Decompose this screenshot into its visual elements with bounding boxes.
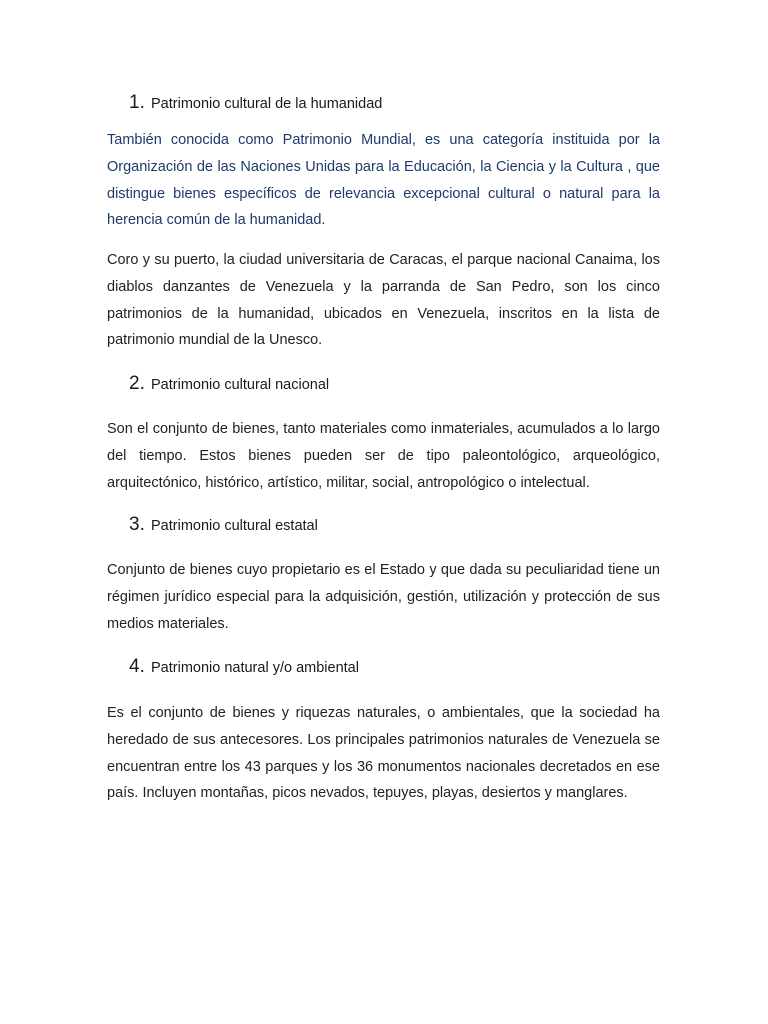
section-4-paragraph-1: Es el conjunto de bienes y riquezas naturales, o ambientales, que la sociedad ha heredado de sus antecesores. Los principales patrimonios naturales de Venezuela se encuentran entre los 43 parques y los 36 monumentos nacionales decretados en ese país. Incluyen montañas, picos nevados, tepuyes, playas, desiertos y manglares. [107, 705, 660, 802]
section-title: Patrimonio cultural de la humanidad [151, 96, 383, 112]
section-heading-3 [129, 514, 318, 536]
section-title: Patrimonio cultural estatal [151, 518, 318, 534]
section-1-paragraph-1: También conocida como Patrimonio Mundial, es una categoría instituida por la Organización de las Naciones Unidas para la Educación, la Ciencia y la Cultura , que distingue bienes específicos de relevancia excepcional cultural o natural para la herencia común de la humanidad. [107, 132, 660, 229]
section-3-paragraph-1: Conjunto de bienes cuyo propietario es el Estado y que dada su peculiaridad tiene un régimen jurídico especial para la adquisición, gestión, utilización y protección de sus medios materiales. [107, 562, 660, 632]
section-2-paragraph-1: Son el conjunto de bienes, tanto materiales como inmateriales, acumulados a lo largo del tiempo. Estos bienes pueden ser de tipo paleontológico, arqueológico, arquitectónico, histórico, artístico, militar, social, antropológico o intelectual. [107, 421, 660, 491]
section-heading-2 [129, 373, 329, 395]
section-heading-1 [129, 92, 382, 114]
section-number: 4. [129, 656, 145, 677]
section-number: 2. [129, 373, 145, 394]
section-number: 1. [129, 92, 145, 113]
section-1-paragraph-2: Coro y su puerto, la ciudad universitaria de Caracas, el parque nacional Canaima, los diablos danzantes de Venezuela y la parranda de San Pedro, son los cinco patrimonios de la humanidad, ubicados en Venezuela, inscritos en la lista de patrimonio mundial de la Unesco. [107, 252, 660, 349]
section-number: 3. [129, 514, 145, 535]
section-title: Patrimonio cultural nacional [151, 377, 330, 393]
section-title: Patrimonio natural y/o ambiental [151, 660, 359, 676]
section-heading-4 [129, 656, 359, 678]
